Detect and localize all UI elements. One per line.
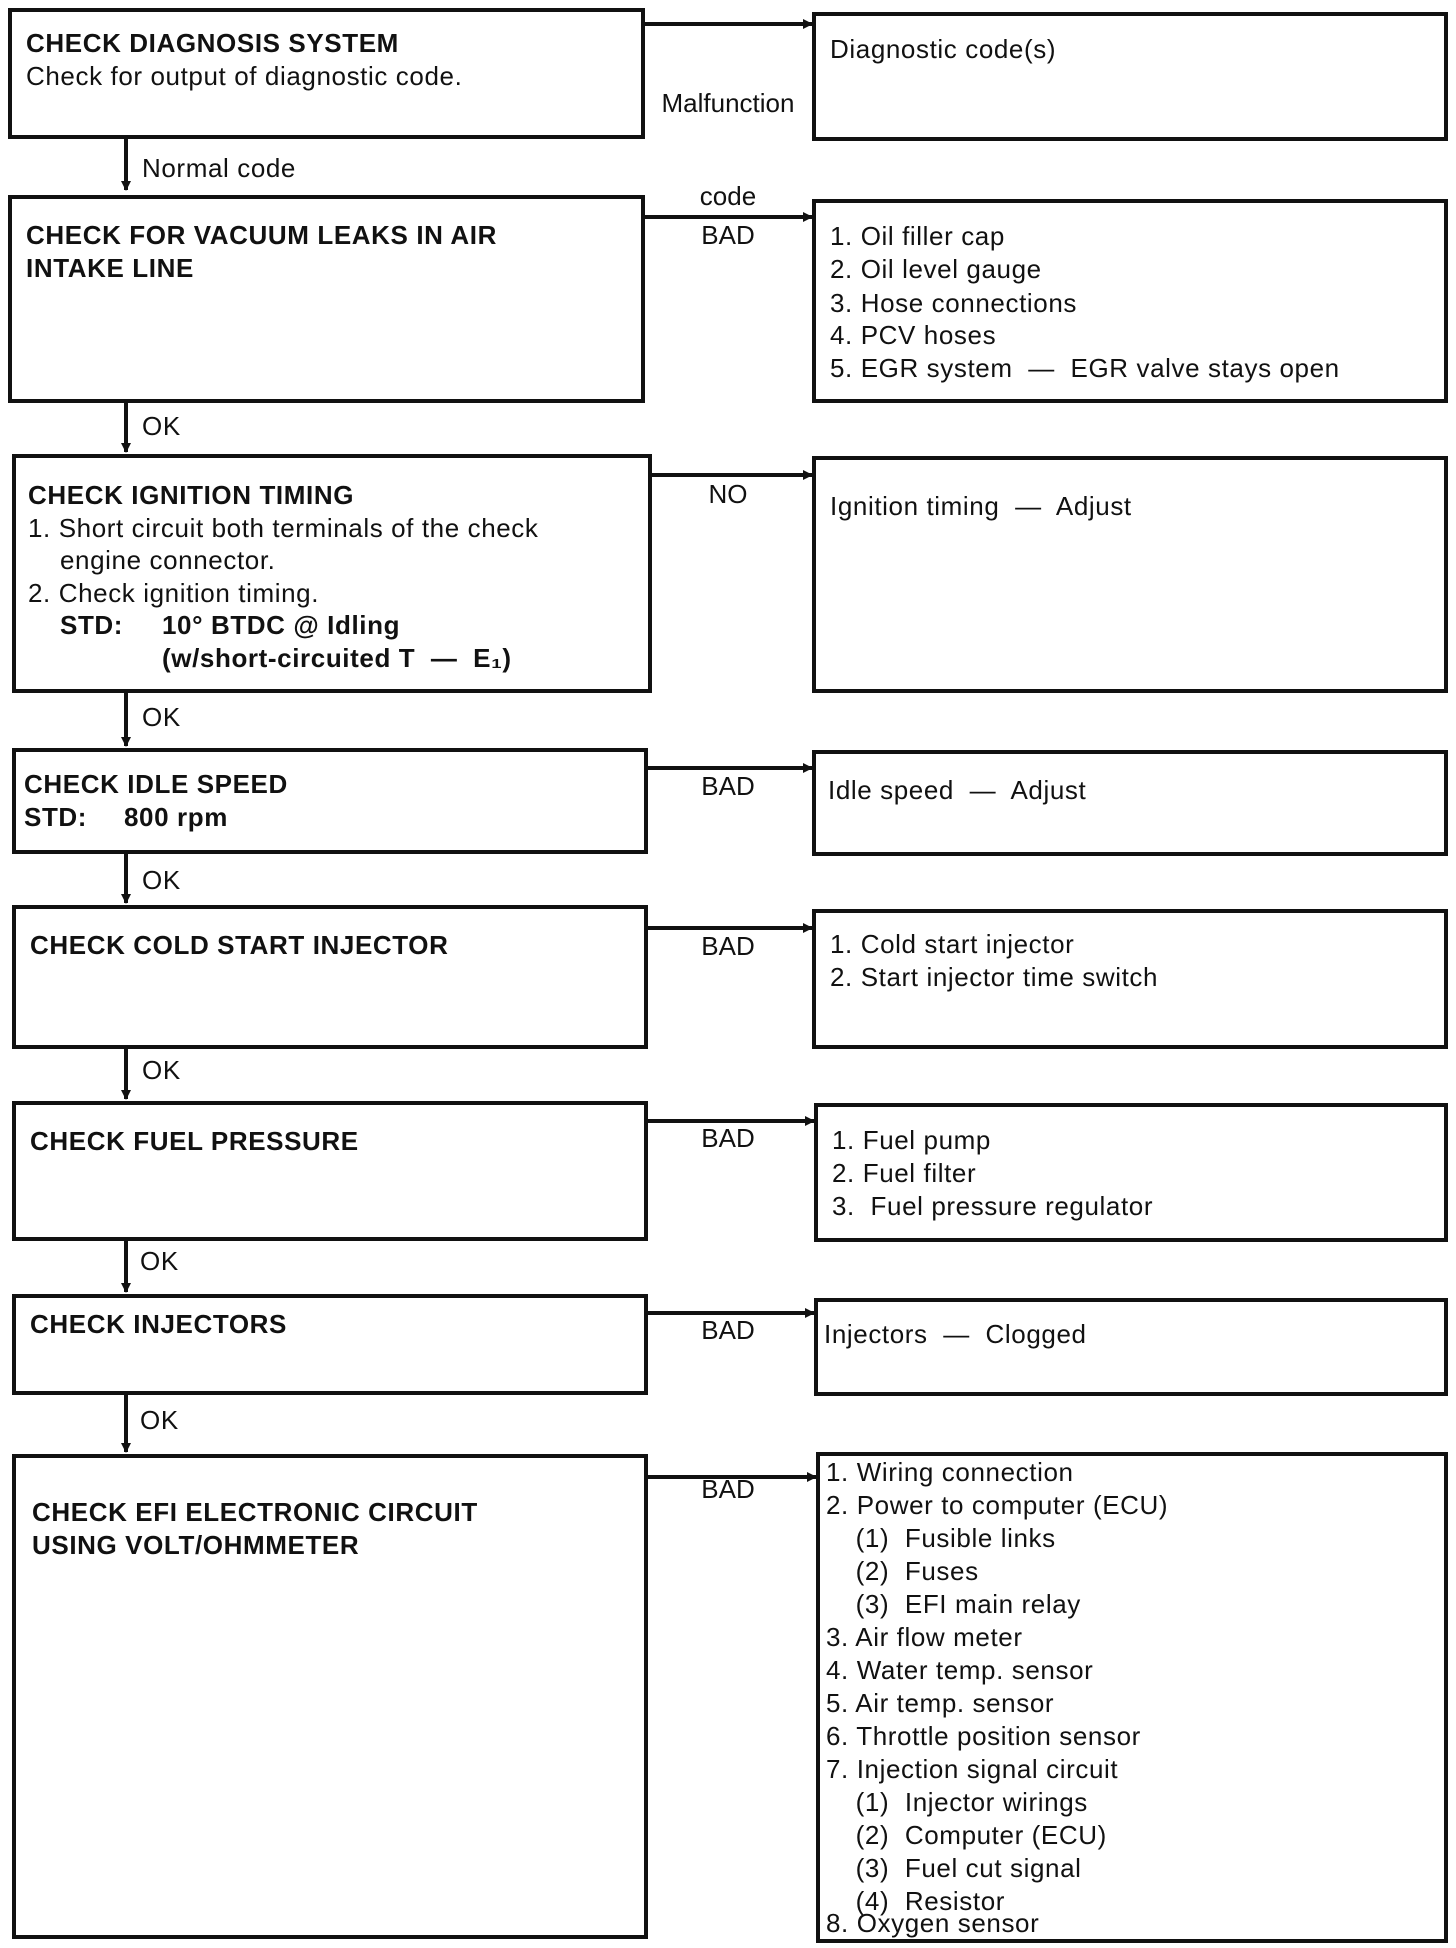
result-text: Injectors — Clogged [824,1319,1087,1349]
bad-label: BAD [701,931,755,961]
result-item: 5. Air temp. sensor [826,1688,1055,1718]
result-injectors-box [814,1298,1448,1396]
result-subitem: (2) Fuses [840,1556,979,1586]
result-item: 6. Throttle position sensor [826,1721,1141,1751]
no-label: NO [708,479,748,509]
ok-label: OK [142,1055,181,1085]
result-text: Ignition timing — Adjust [830,491,1132,521]
step-fuel-pressure-box [12,1101,648,1241]
result-item: 8. Oxygen sensor [826,1908,1040,1938]
std-value: 10° BTDC @ Idling [162,610,401,640]
step-line: 2. Check ignition timing. [28,578,320,608]
std-note: (w/short-circuited T — E₁) [162,643,512,673]
bad-label: BAD [701,1474,755,1504]
step-title: CHECK IDLE SPEED [24,769,288,799]
bad-label: BAD [701,1315,755,1345]
label-line: Malfunction [661,88,795,118]
ok-label: OK [142,411,181,441]
label-line: code [699,181,757,211]
step-line: 1. Short circuit both terminals of the check [28,513,539,543]
step-title: USING VOLT/OHMMETER [32,1530,360,1560]
result-subitem: (3) EFI main relay [840,1589,1081,1619]
std-label: STD: [24,802,88,832]
ok-label: OK [142,702,181,732]
result-subitem: (1) Fusible links [840,1523,1056,1553]
result-item: 2. Oil level gauge [830,254,1042,284]
result-idle-speed-box [812,750,1448,856]
step-injectors-box [12,1294,648,1395]
result-item: 1. Cold start injector [830,929,1075,959]
step-title: CHECK FUEL PRESSURE [30,1126,359,1156]
step-title: CHECK DIAGNOSIS SYSTEM [26,28,399,58]
ok-label: OK [142,865,181,895]
result-item: 3. Air flow meter [826,1622,1023,1652]
bad-label: BAD [701,771,755,801]
bad-label: BAD [701,1123,755,1153]
result-item: 7. Injection signal circuit [826,1754,1119,1784]
step-vacuum-leaks-box [8,195,645,403]
step-title: CHECK IGNITION TIMING [28,480,355,510]
result-subitem: (1) Injector wirings [840,1787,1088,1817]
result-efi-circuit-box [816,1452,1448,1943]
step-ignition-timing-box [12,454,652,693]
step-cold-start-injector-box [12,905,648,1049]
ok-label: OK [140,1246,179,1276]
ok-label: OK [140,1405,179,1435]
step-body: Check for output of diagnostic code. [26,61,463,91]
result-fuel-pressure-box [814,1103,1448,1242]
result-ignition-timing-box [812,456,1448,693]
result-item: 2. Start injector time switch [830,962,1159,992]
result-item: 5. EGR system — EGR valve stays open [830,353,1340,383]
std-value: 800 rpm [124,802,228,832]
result-subitem: (2) Computer (ECU) [840,1820,1107,1850]
result-subitem: (4) Resistor [840,1886,1006,1916]
normal-code-label: Normal code [142,153,296,183]
result-text: Idle speed — Adjust [828,775,1087,805]
step-idle-speed-box [12,748,648,854]
result-item: 2. Fuel filter [832,1158,977,1188]
step-check-diagnosis-box [8,8,645,139]
result-text: Diagnostic code(s) [830,34,1057,64]
std-label: STD: [60,610,124,640]
step-title: INTAKE LINE [26,253,194,283]
result-item: 1. Fuel pump [832,1125,991,1155]
result-item: 1. Oil filler cap [830,221,1005,251]
step-title: CHECK INJECTORS [30,1309,288,1339]
result-subitem: (3) Fuel cut signal [840,1853,1082,1883]
step-efi-circuit-box [12,1454,648,1939]
bad-label: BAD [701,220,755,250]
result-item: 4. PCV hoses [830,320,997,350]
step-title: CHECK COLD START INJECTOR [30,930,449,960]
step-line: engine connector. [60,545,276,575]
result-cold-start-injector-box [812,909,1448,1049]
malfunction-code-label [646,28,810,241]
result-item: 3. Hose connections [830,288,1077,318]
result-item: 4. Water temp. sensor [826,1655,1094,1685]
result-diagnostic-codes-box [812,12,1448,141]
result-item: 2. Power to computer (ECU) [826,1490,1169,1520]
result-item: 3. Fuel pressure regulator [832,1191,1154,1221]
step-title: CHECK FOR VACUUM LEAKS IN AIR [26,220,497,250]
result-vacuum-leaks-box [812,199,1448,403]
result-item: 1. Wiring connection [826,1457,1074,1487]
step-title: CHECK EFI ELECTRONIC CIRCUIT [32,1497,478,1527]
